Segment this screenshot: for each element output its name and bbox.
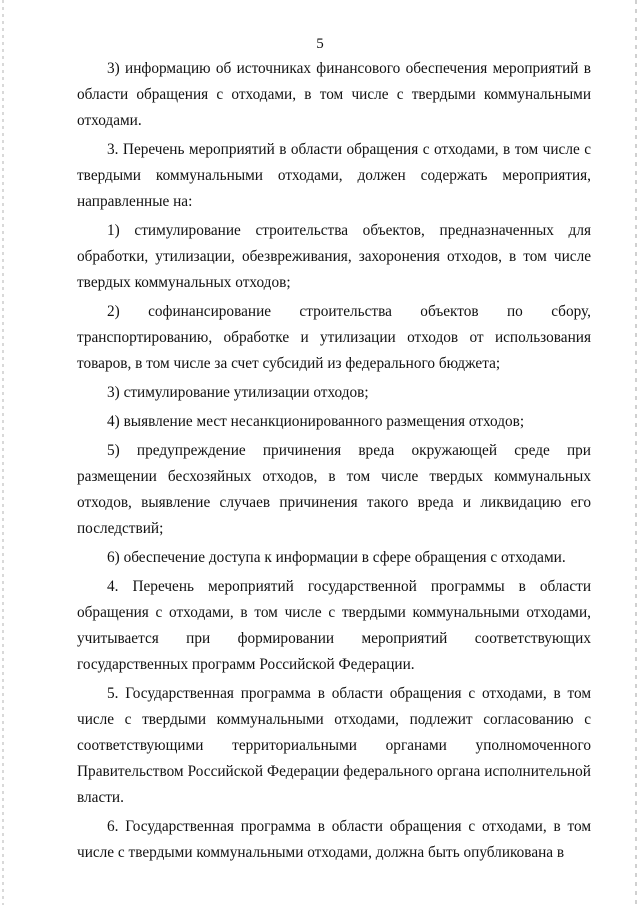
paragraph-item-1-construction: 1) стимулирование строительства объектов, предназначенных для обработки, утилизации, обезвреживания, захоронения отходов, в том числе твердых коммунальных отходов;	[77, 222, 591, 291]
page-number: 5	[316, 36, 324, 52]
document-body	[77, 56, 591, 869]
paragraph-item-2-cofinancing: 2) софинансирование строительства объектов по сбору, транспортированию, обработке и утилизации отходов от использования товаров, в том числе за счет субсидий из федерального бюджета;	[77, 303, 591, 372]
paragraph-section-5: 5. Государственная программа в области обращения с отходами, в том числе с твердыми коммунальными отходами, подлежит согласованию с соответствующими территориальными органами уполномоченного Правительством Российской Федерации федерального органа исполнительной власти.	[77, 685, 591, 806]
paragraph-section-3-measures-list: 3. Перечень мероприятий в области обращения с отходами, в том числе с твердыми коммунальными отходами, должен содержать мероприятия, направленные на:	[77, 141, 591, 210]
paragraph-section-6: 6. Государственная программа в области обращения с отходами, в том числе с твердыми коммунальными отходами, должна быть опубликована в	[77, 818, 591, 861]
paragraph-item-4-unauthorized-sites: 4) выявление мест несанкционированного размещения отходов;	[107, 413, 525, 430]
scan-edge-left	[2, 0, 4, 905]
scan-edge-right	[635, 0, 637, 905]
paragraph-item-3-utilization: 3) стимулирование утилизации отходов;	[107, 384, 369, 401]
paragraph-item-6-information-access: 6) обеспечение доступа к информации в сфере обращения с отходами.	[107, 549, 566, 566]
paragraph-item-5-harm-prevention: 5) предупреждение причинения вреда окружающей среде при размещении бесхозяйных отходов, в том числе твердых коммунальных отходов, выявление случаев причинения такого вреда и ликвидацию его последствий;	[77, 442, 591, 537]
paragraph-section-4: 4. Перечень мероприятий государственной программы в области обращения с отходами, в том числе с твердыми коммунальными отходами, учитывается при формировании мероприятий соответствующих государственных программ Российской Федерации.	[77, 578, 591, 673]
paragraph-item-3-funding-sources: 3) информацию об источниках финансового обеспечения мероприятий в области обращения с отходами, в том числе с твердыми коммунальными отходами.	[77, 60, 591, 129]
